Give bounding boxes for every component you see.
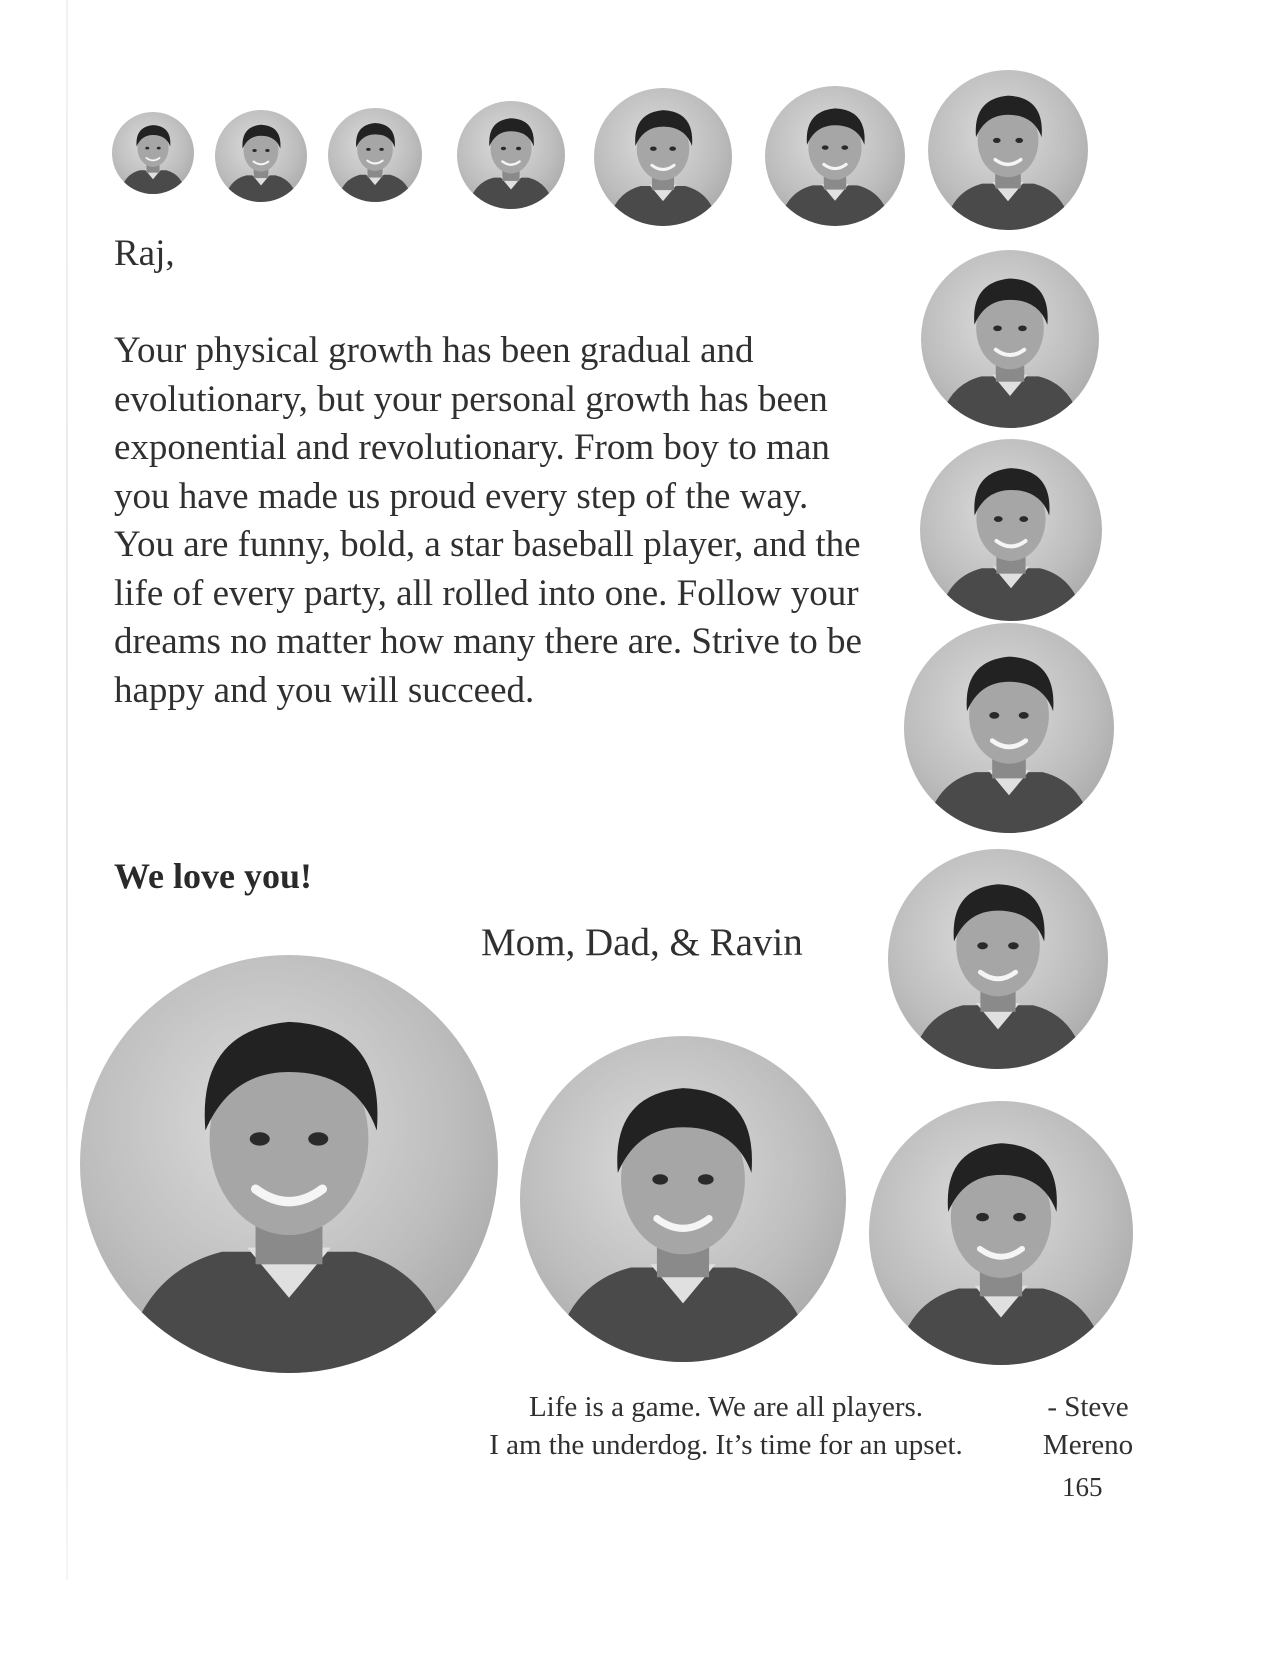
portrait-photo-5	[594, 88, 732, 226]
portrait-photo-2	[215, 110, 307, 202]
letter-greeting: Raj,	[114, 233, 175, 274]
quote-text	[438, 1388, 1014, 1464]
portrait-silhouette	[80, 955, 498, 1373]
portrait-photo-13	[520, 1036, 846, 1362]
portrait-photo-10	[904, 623, 1114, 833]
portrait-silhouette	[869, 1101, 1133, 1365]
portrait-photo-6	[765, 86, 905, 226]
portrait-silhouette	[520, 1036, 846, 1362]
portrait-silhouette	[904, 623, 1114, 833]
page-binding-edge	[66, 0, 68, 1580]
portrait-photo-14	[869, 1101, 1133, 1365]
portrait-silhouette	[765, 86, 905, 226]
portrait-silhouette	[112, 112, 194, 194]
portrait-photo-12	[80, 955, 498, 1373]
page-number: 165	[1062, 1472, 1103, 1502]
letter-message	[114, 327, 874, 715]
portrait-silhouette	[594, 88, 732, 226]
portrait-silhouette	[921, 250, 1099, 428]
quote-author-line-2: Mereno	[1042, 1429, 1134, 1461]
letter-closing: We love you!	[114, 856, 312, 896]
portrait-photo-9	[920, 439, 1102, 621]
portrait-photo-11	[888, 849, 1108, 1069]
portrait-silhouette	[928, 70, 1088, 230]
letter-signature: Mom, Dad, & Ravin	[481, 921, 803, 964]
portrait-silhouette	[457, 101, 565, 209]
quote-author	[1028, 1388, 1148, 1464]
quote-line-1: Life is a game. We are all players.	[528, 1391, 924, 1423]
portrait-photo-4	[457, 101, 565, 209]
portrait-photo-8	[921, 250, 1099, 428]
portrait-silhouette	[328, 108, 422, 202]
portrait-silhouette	[920, 439, 1102, 621]
portrait-photo-3	[328, 108, 422, 202]
portrait-silhouette	[888, 849, 1108, 1069]
portrait-silhouette	[215, 110, 307, 202]
quote-author-line-1: - Steve	[1047, 1391, 1129, 1423]
quote-line-2: I am the underdog. It’s time for an upset.	[489, 1429, 963, 1461]
portrait-photo-1	[112, 112, 194, 194]
letter-paragraph-2: You are funny, bold, a star baseball player, and the life of every party, all rolled into one. Follow your dreams no matter how many there are. Strive to be happy and you will succeed.	[114, 524, 862, 711]
portrait-photo-7	[928, 70, 1088, 230]
letter-paragraph-1: Your physical growth has been gradual and evolutionary, but your personal growth has been exponential and revolutionary. From boy to man you have made us proud every step of the way.	[114, 330, 830, 517]
